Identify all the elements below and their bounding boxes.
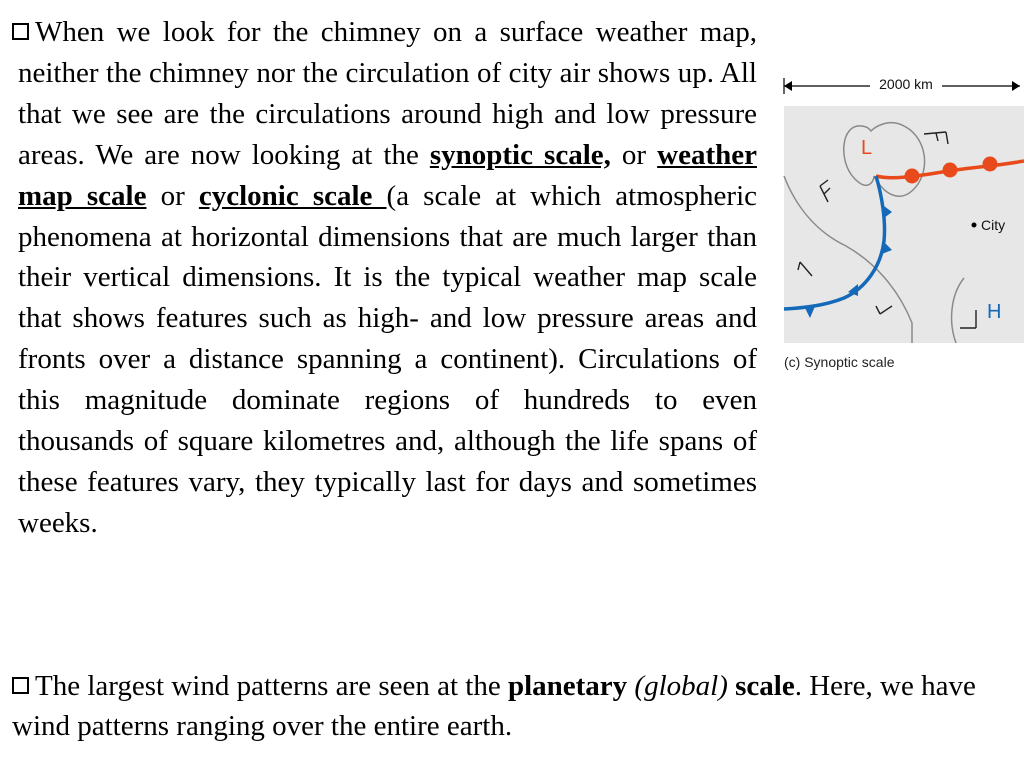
warm-front-marker (983, 157, 998, 172)
para1-text-a: When we look for the chimney on a surface weather map, neither the chimney nor the circulation of city air shows up. All that we see are the circulations around high and low pressure areas. We are now looking at the (18, 16, 757, 171)
para2-text-b: . Here, we have wind patterns ranging over the entire earth. (12, 670, 976, 742)
checkbox-bullet-icon (12, 677, 29, 694)
scale-arrow-left-icon (784, 81, 792, 91)
scale-label: 2000 km (879, 76, 933, 92)
term-weather-map-scale: weather map scale (18, 138, 757, 212)
para1-or-1: or (610, 138, 658, 171)
paragraph-synoptic-scale (18, 12, 757, 544)
term-global: (global) (627, 670, 736, 702)
city-label: City (981, 217, 1006, 233)
term-synoptic-scale: synoptic scale, (429, 138, 611, 171)
city-dot-icon (972, 223, 977, 228)
paragraph-planetary-scale (12, 666, 1012, 746)
para2-text-a: The largest wind patterns are seen at the (35, 670, 508, 702)
checkbox-bullet-icon (12, 23, 29, 40)
para1-or-2: or (146, 179, 199, 212)
synoptic-scale-figure (776, 66, 1024, 376)
synoptic-map-svg (776, 66, 1024, 376)
warm-front-marker (905, 169, 920, 184)
para1-text-b: (a scale at which atmospheric phenomena at horizontal dimensions that are much larger than their vertical dimensions. It is the typical weather map scale that shows features such as high- and low pressure areas and fronts over a distance spanning a continent). Circulations of this magnitude dominate regions of hundreds to even thousands of square kilometres and, although the life spans of these features vary, they typically last for days and sometimes weeks. (18, 179, 757, 539)
scale-arrow-right-icon (1012, 81, 1020, 91)
low-pressure-label: L (861, 137, 873, 159)
warm-front-marker (943, 163, 958, 178)
high-pressure-label: H (987, 301, 1002, 323)
term-scale: scale (735, 670, 795, 702)
term-planetary: planetary (507, 670, 628, 702)
figure-caption: (c) Synoptic scale (784, 354, 895, 370)
term-cyclonic-scale: cyclonic scale (198, 179, 387, 212)
